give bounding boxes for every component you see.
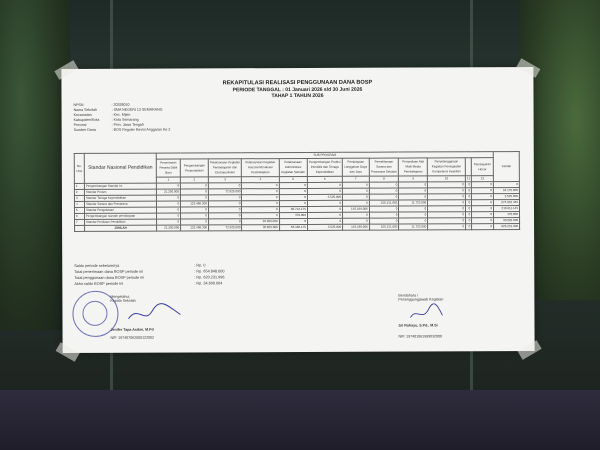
row-number: 4 xyxy=(74,201,84,207)
table-cell: 0 xyxy=(369,194,399,200)
floor xyxy=(0,390,600,450)
table-cell: 0 xyxy=(156,183,180,189)
table-cell: 0 xyxy=(343,194,370,200)
table-cell: 0 xyxy=(342,188,369,194)
table-cell: 0 xyxy=(369,212,399,218)
sum-row xyxy=(75,224,520,232)
sub-program-header: SUB PROGRAM xyxy=(156,152,493,159)
table-cell: 0 xyxy=(307,218,342,224)
table-cell: 0 xyxy=(242,207,279,213)
info-value: Kec. Mijen xyxy=(113,112,131,117)
info-row: Nama Sekolah : SMA NEGERI 13 SEMARANG xyxy=(74,107,194,113)
table-cell: 0 xyxy=(466,212,472,218)
totals-key: Total penggunaan dana BOSP periode ini xyxy=(74,275,145,280)
sub-program-col-header: Penerimaan Peserta Didik Baru xyxy=(156,159,180,177)
table-cell: 150.131.083 xyxy=(369,200,399,206)
sub-program-col-header: Pelaksanaan Administrasi Kegiatan Sekolah xyxy=(279,158,307,176)
row-total: 30.829.000 xyxy=(494,218,520,224)
column-number: 1 xyxy=(156,177,180,183)
row-standard: Standar Penilaian Pendidikan xyxy=(85,219,157,225)
table-cell: 3.525.000 xyxy=(307,194,342,200)
signer-nip-left: NIP. 197407062000122002 xyxy=(110,335,155,340)
table-cell: 0 xyxy=(342,182,369,188)
table-cell: 0 xyxy=(472,212,494,218)
table-cell: 30.829.000 xyxy=(242,219,279,225)
school-info xyxy=(74,102,194,133)
table-cell: 0 xyxy=(343,200,370,206)
table-cell: 0 xyxy=(472,206,494,212)
table-cell: 0 xyxy=(242,213,279,219)
table-cell: 0 xyxy=(472,200,494,206)
table-cell: 0 xyxy=(428,194,466,200)
sum-cell: 123.486.300 xyxy=(181,225,209,231)
info-row: Sumber Dana : BOS Reguler Revisi Anggaran Ke 2 xyxy=(74,127,194,133)
table-cell: 0 xyxy=(428,182,466,188)
table-cell: 0 xyxy=(208,195,242,201)
row-standard: Standar Proses xyxy=(84,189,156,195)
row-standard: Standar Tenaga Kependidikan xyxy=(84,195,156,201)
table-cell: 123.486.300 xyxy=(181,201,209,207)
table-cell: 0 xyxy=(181,195,209,201)
sum-cell: 150.131.083 xyxy=(369,224,399,230)
column-number: 11 xyxy=(466,176,471,181)
tree-foliage-left xyxy=(0,0,70,330)
sum-cell: 21.250.000 xyxy=(157,225,181,231)
sum-cell: 0 xyxy=(428,224,466,230)
sum-cell: 145.189.006 xyxy=(343,224,370,230)
table-cell: 0 xyxy=(242,201,279,207)
info-key: Kecamatan xyxy=(73,112,92,117)
column-number: 9 xyxy=(399,176,428,182)
row-standard: Standar Pengelolaan xyxy=(84,207,156,213)
column-number: 3 xyxy=(208,177,242,183)
table-cell: 0 xyxy=(156,207,180,213)
table-cell: 0 xyxy=(428,206,466,212)
row-total: 274.932.463 xyxy=(493,200,519,206)
signer-nip-right: NIP. 197401061999032000 xyxy=(398,334,443,339)
row-number: 6 xyxy=(75,213,85,219)
table-cell: 0 xyxy=(279,200,307,206)
table-cell: 0 xyxy=(307,212,342,218)
row-standard: Standar Sarana dan Prasarana xyxy=(84,201,156,207)
table-cell: 0 xyxy=(369,182,399,188)
table-cell: 0 xyxy=(399,182,428,188)
table-cell: 0 xyxy=(208,183,242,189)
signer-role: Mengetahui, xyxy=(110,294,131,299)
row-number: 7 xyxy=(75,219,85,225)
table-cell: 0 xyxy=(343,212,370,218)
table-cell: 0 xyxy=(472,194,494,200)
totals-value: : Rp. 654.848.000 xyxy=(194,269,225,274)
signature-scribble-left xyxy=(124,302,184,324)
posted-document xyxy=(61,67,534,353)
column-number: 10 xyxy=(428,176,466,182)
table-cell: 0 xyxy=(181,219,209,225)
table-cell: 21.250.000 xyxy=(156,189,180,195)
table-cell: 0 xyxy=(208,213,242,219)
sum-cell: 72.925.000 xyxy=(209,225,243,231)
info-row: Provinsi : Prov. Jawa Tengah xyxy=(74,122,194,128)
sum-cell: 30.829.000 xyxy=(242,225,279,231)
info-row: NPSN : 20328010 xyxy=(74,102,194,108)
column-number: 8 xyxy=(369,176,399,182)
signature-left xyxy=(110,295,135,303)
row-number: 5 xyxy=(74,207,84,213)
row-standard: Pengembangan standar pembiayaan xyxy=(85,213,157,219)
table-cell: 0 xyxy=(208,219,242,225)
table-cell: 0 xyxy=(181,189,209,195)
totals-value: : Rp. 0 xyxy=(194,263,206,268)
column-number: 6 xyxy=(307,176,342,182)
col-standard-header: Standar Nasional Pendidikan xyxy=(84,153,156,183)
info-value: 20328010 xyxy=(113,102,130,107)
totals-key: Akhir saldo BOSP periode ini xyxy=(74,281,124,286)
table-cell: 0 xyxy=(472,182,494,188)
signer-role: Penanggungjawab Kegiatan xyxy=(398,297,444,302)
sub-program-col-header: Pemeliharaan Sarana dan Prasarana Sekolah xyxy=(369,158,399,176)
info-key: Nama Sekolah xyxy=(73,107,98,112)
info-key: Sumber Dana xyxy=(73,127,96,132)
table-cell: 11.723.000 xyxy=(399,200,428,206)
info-value: Kota Semarang xyxy=(113,117,139,122)
table-cell: 0 xyxy=(466,206,472,212)
table-cell: 0 xyxy=(157,213,181,219)
row-standard: Pengembangan Standar Isi xyxy=(84,183,156,189)
table-cell: 0 xyxy=(156,201,180,207)
table-cell: 0 xyxy=(157,219,181,225)
signature-scribble-right xyxy=(406,303,446,323)
doc-title: REKAPITULASI REALISASI PENGGUNAAN DANA BOSP xyxy=(222,79,373,87)
table-cell: 0 xyxy=(307,182,342,188)
row-total: 210.911.145 xyxy=(493,206,519,212)
table-cell: 0 xyxy=(279,188,307,194)
sub-program-col-header: Penyelenggaraan Kegiatan Peningkatan Kompetensi Keahlian xyxy=(428,158,466,176)
sum-cell: 0 xyxy=(466,224,472,230)
table-cell: 0 xyxy=(208,207,242,213)
info-row: Kabupaten/Kota : Kota Semarang xyxy=(74,117,194,123)
column-number: 2 xyxy=(180,177,208,183)
info-row: Kecamatan : Kec. Mijen xyxy=(74,112,194,118)
table-cell: 0 xyxy=(307,200,342,206)
signer-name-right: Sri Rahayu, S.Pd., M.Si xyxy=(398,323,438,328)
table-cell: 0 xyxy=(428,200,466,206)
sum-row-blank xyxy=(75,225,85,231)
col-total-header: Jumlah xyxy=(493,152,519,182)
sub-program-col-header: Pengembangan Profesi Pendidik dan Tenaga Kependidikan xyxy=(307,158,342,176)
table-cell: 66.712.175 xyxy=(279,206,307,212)
table-cell: 0 xyxy=(279,194,307,200)
sub-program-col-header: Pelaksanaan Kegiatan Pembelajaran dan Ekstrakurikuler xyxy=(208,159,242,177)
table-cell: 0 xyxy=(428,188,466,194)
totals-value: : Rp. 620.231.996 xyxy=(194,275,225,280)
row-total: 3.525.000 xyxy=(493,194,519,200)
table-cell: 0 xyxy=(242,189,279,195)
totals-row xyxy=(74,280,254,287)
sum-cell: 11.723.000 xyxy=(399,224,428,230)
table-cell: 0 xyxy=(279,218,307,224)
table-cell: 0 xyxy=(307,188,342,194)
table-cell: 0 xyxy=(369,218,399,224)
table-cell: 0 xyxy=(399,194,428,200)
table-cell: 0 xyxy=(156,195,180,201)
table-cell: 0 xyxy=(242,195,279,201)
column-number: 7 xyxy=(342,176,369,182)
sub-program-col-header: Pelaksanaan Kegiatan Asesmen/Evaluasi Pembelajaran xyxy=(242,159,279,177)
sub-program-col-header: Pembayaran Honor xyxy=(471,158,493,176)
column-number: 5 xyxy=(279,176,307,182)
info-value: Prov. Jawa Tengah xyxy=(113,122,144,127)
table-cell: 0 xyxy=(466,218,472,224)
signer-role: Bendahara / xyxy=(398,293,418,298)
table-cell: 0 xyxy=(472,188,494,194)
sum-total: 625.231.996 xyxy=(494,224,520,230)
info-value: BOS Reguler Revisi Anggaran Ke 2 xyxy=(113,127,171,132)
info-key: NPSN xyxy=(73,102,84,107)
table-cell: 0 xyxy=(369,206,399,212)
table-cell: 0 xyxy=(180,183,208,189)
signature-right xyxy=(398,293,443,301)
table-cell: 0 xyxy=(307,206,342,212)
totals-key: Total penerimaan dana BOSP periode ini xyxy=(74,269,144,274)
row-total: 470.000 xyxy=(494,212,520,218)
sub-program-col-header: Penyediaan Alat Multi Media Pembelajaran xyxy=(399,158,428,176)
row-number: 1 xyxy=(74,183,84,189)
sum-cell: 3.525.000 xyxy=(307,224,342,230)
signer-role: Kepala Sekolah xyxy=(110,298,136,303)
table-cell: 145.199.006 xyxy=(343,206,370,212)
sub-program-col-header: Pembiayaan Langganan Daya dan Jasa xyxy=(342,158,369,176)
table-cell: 0 xyxy=(465,194,471,200)
table-cell: 0 xyxy=(279,182,307,188)
table-cell: 0 xyxy=(465,188,471,194)
totals-value: : Rp. 34.600.004 xyxy=(194,281,223,286)
table-cell: 0 xyxy=(466,200,472,206)
sum-label: JUMLAH xyxy=(85,225,157,231)
row-number: 2 xyxy=(74,189,84,195)
table-cell: 0 xyxy=(181,213,209,219)
row-number: 3 xyxy=(74,195,84,201)
column-number: 12 xyxy=(472,176,494,182)
table-cell: 0 xyxy=(369,188,399,194)
info-value: SMA NEGERI 13 SEMARANG xyxy=(113,107,163,112)
doc-stage: TAHAP 1 TAHUN 2026 xyxy=(271,92,324,100)
table-body xyxy=(74,182,519,232)
table-cell: 0 xyxy=(399,218,428,224)
table-cell: 0 xyxy=(428,212,466,218)
sum-cell: 0 xyxy=(472,224,494,230)
table-cell: 0 xyxy=(242,183,279,189)
table-cell: 0 xyxy=(181,207,209,213)
table-cell: 0 xyxy=(399,206,428,212)
row-total: 0 xyxy=(493,182,519,188)
signer-name-left: Jenifer Tapa Asikin, M.Pd xyxy=(110,327,154,332)
col-no-header: No. Urut xyxy=(74,153,84,183)
table-cell: 0 xyxy=(465,182,471,188)
info-key: Kabupaten/Kota xyxy=(73,117,100,122)
table-cell: 470.000 xyxy=(279,212,307,218)
sub-program-col-header: Pengembangan Perpustakaan xyxy=(180,159,208,177)
doc-period: PERIODE TANGGAL : 01 Januari 2026 s/d 30 Juni 2026 xyxy=(232,86,363,94)
info-key: Provinsi xyxy=(73,122,87,127)
column-number: 4 xyxy=(242,177,279,183)
table-cell: 0 xyxy=(343,218,370,224)
row-total: 94.175.000 xyxy=(493,188,519,194)
table-cell: 0 xyxy=(208,201,242,207)
table-cell: 0 xyxy=(399,212,428,218)
stamp-inner-ring xyxy=(82,301,107,326)
table-cell: 0 xyxy=(399,188,428,194)
table-cell: 0 xyxy=(472,218,494,224)
sum-cell: 66.182.175 xyxy=(279,224,307,230)
table-cell: 72.925.000 xyxy=(208,189,242,195)
totals-key: Saldo periode sebelumnya xyxy=(74,263,120,268)
table-cell: 0 xyxy=(428,218,466,224)
recap-table xyxy=(74,151,520,232)
totals-block xyxy=(74,262,254,287)
